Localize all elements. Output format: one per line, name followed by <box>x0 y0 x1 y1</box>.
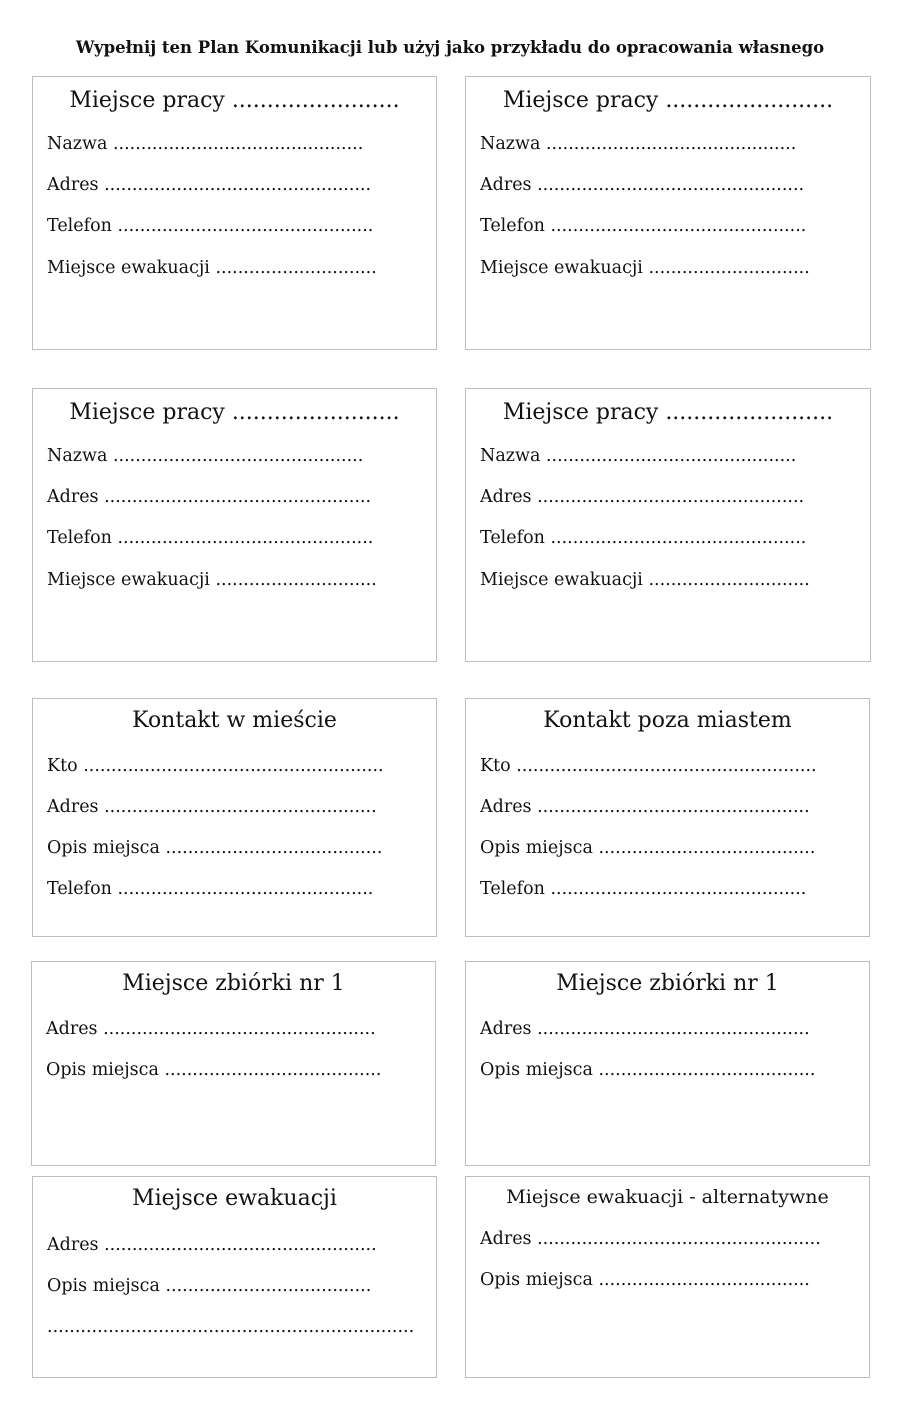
address-field: Adres ................................................. <box>47 797 377 817</box>
card-title: Miejsce zbiórki nr 1 <box>556 971 779 996</box>
place-description-field: Opis miejsca ....................................... <box>480 838 816 858</box>
workplace-card-3 <box>32 388 437 662</box>
extra-line-field: .................................................................. <box>47 1317 415 1337</box>
card-title: Miejsce pracy ........................ <box>69 400 400 425</box>
place-description-field: Opis miejsca ....................................... <box>47 838 383 858</box>
address-field: Adres ................................................. <box>47 1235 377 1255</box>
card-title: Miejsce pracy ........................ <box>69 88 400 113</box>
card-title: Miejsce zbiórki nr 1 <box>122 971 345 996</box>
evacuation-place-field: Miejsce ewakuacji ............................. <box>47 570 377 590</box>
address-field: Adres ................................................ <box>47 487 372 507</box>
card-title: Miejsce pracy ........................ <box>502 400 834 425</box>
card-title: Kontakt poza miastem <box>543 708 792 733</box>
phone-field: Telefon .............................................. <box>47 528 374 548</box>
place-description-field: Opis miejsca ..................................... <box>47 1276 372 1296</box>
address-field: Adres ................................................ <box>480 175 805 195</box>
name-field: Nazwa ............................................. <box>480 134 797 154</box>
card-title: Kontakt w mieście <box>132 708 337 733</box>
address-field: Adres ................................................ <box>480 487 805 507</box>
card-title: Miejsce ewakuacji - alternatywne <box>506 1186 829 1208</box>
address-field: Adres ................................................ <box>47 175 372 195</box>
place-description-field: Opis miejsca ....................................... <box>480 1060 816 1080</box>
who-field: Kto ...................................................... <box>47 756 384 776</box>
address-field: Adres ................................................. <box>480 1019 810 1039</box>
meeting-point-card-1 <box>31 961 436 1166</box>
evacuation-place-card <box>32 1176 437 1378</box>
phone-field: Telefon .............................................. <box>480 216 807 236</box>
workplace-card-4 <box>465 388 871 662</box>
meeting-point-card-2 <box>465 961 870 1166</box>
card-title: Miejsce pracy ........................ <box>502 88 834 113</box>
contact-in-city-card <box>32 698 437 937</box>
phone-field: Telefon .............................................. <box>480 879 807 899</box>
place-description-field: Opis miejsca ....................................... <box>46 1060 382 1080</box>
contact-outside-city-card <box>465 698 870 937</box>
workplace-card-2 <box>465 76 871 350</box>
evacuation-place-field: Miejsce ewakuacji ............................. <box>480 570 810 590</box>
name-field: Nazwa ............................................. <box>47 446 364 466</box>
evacuation-place-field: Miejsce ewakuacji ............................. <box>480 258 810 278</box>
card-title: Miejsce ewakuacji <box>132 1186 337 1211</box>
evacuation-place-field: Miejsce ewakuacji ............................. <box>47 258 377 278</box>
name-field: Nazwa ............................................. <box>480 446 797 466</box>
phone-field: Telefon .............................................. <box>47 216 374 236</box>
name-field: Nazwa ............................................. <box>47 134 364 154</box>
address-field: Adres ................................................. <box>480 797 810 817</box>
phone-field: Telefon .............................................. <box>47 879 374 899</box>
address-field: Adres ................................................. <box>46 1019 376 1039</box>
who-field: Kto ...................................................... <box>480 756 817 776</box>
alternative-evacuation-card <box>465 1176 870 1378</box>
phone-field: Telefon .............................................. <box>480 528 807 548</box>
workplace-card-1 <box>32 76 437 350</box>
place-description-field: Opis miejsca ...................................... <box>480 1270 810 1290</box>
page-title: Wypełnij ten Plan Komunikacji lub użyj jako przykładu do opracowania własnego <box>75 38 825 57</box>
address-field: Adres ................................................... <box>480 1229 821 1249</box>
